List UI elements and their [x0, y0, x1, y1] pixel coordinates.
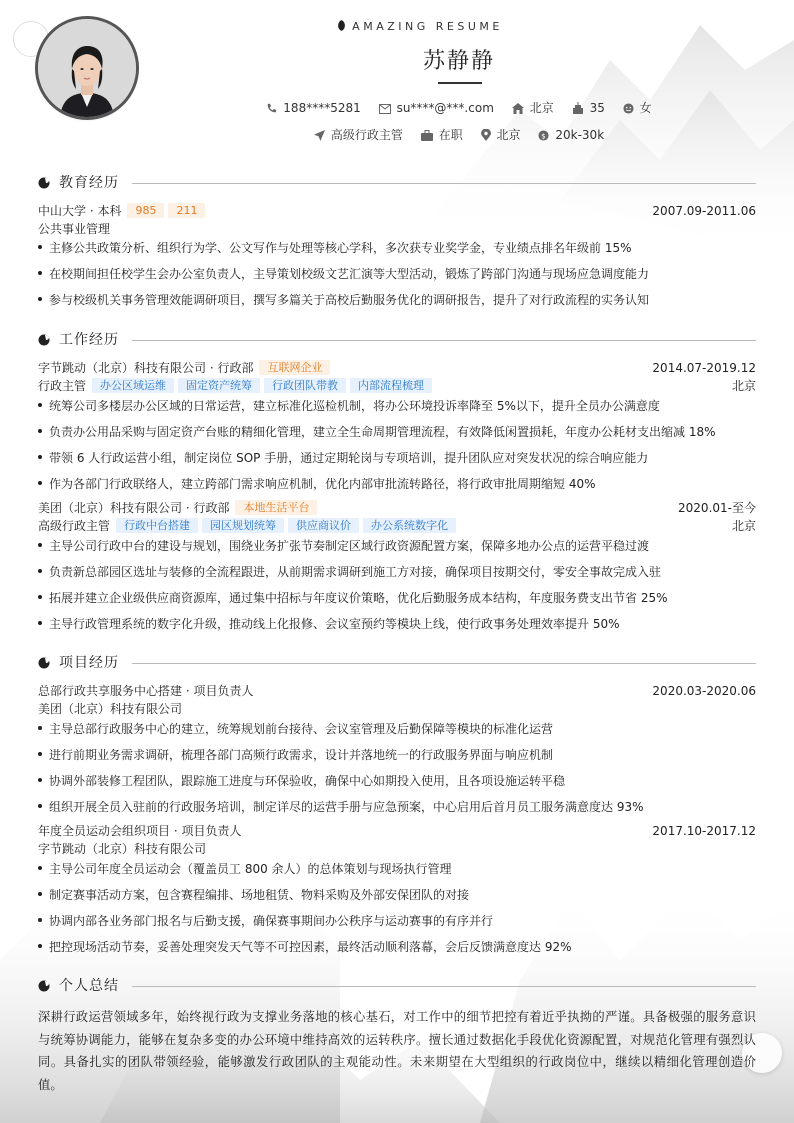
list-item: 主导公司行政中台的建设与规划，围绕业务扩张节奏制定区域行政资源配置方案，保障多地办公点的运营平稳过渡 — [38, 537, 756, 555]
name-underline — [438, 82, 482, 84]
leaf-bullet-icon — [38, 334, 50, 346]
list-item: 拓展并建立企业级供应商资源库，通过集中招标与年度议价策略，优化后勤服务成本结构，年度服务费支出节省 25% — [38, 589, 756, 607]
send-icon — [314, 130, 325, 141]
skill-tag: 行政中台搭建 — [116, 518, 198, 533]
phone-item: 188****5281 — [266, 101, 360, 115]
list-item: 在校期间担任校学生会办公室负责人，主导策划校级文艺汇演等大型活动，锻炼了跨部门沟通与现场应急调度能力 — [38, 265, 756, 283]
job-period: 2020.01-至今 — [678, 501, 756, 515]
school-name: 中山大学 · 本科 — [38, 204, 122, 218]
project-org-row — [38, 700, 756, 718]
job-location: 北京 — [731, 519, 756, 533]
job-title-row — [38, 377, 756, 395]
list-item: 带领 6 人行政运营小组，制定岗位 SOP 手册，通过定期轮岗与专项培训，提升团队应对突发状况的综合响应能力 — [38, 449, 756, 467]
leaf-bullet-icon — [38, 980, 50, 992]
skill-tag: 园区规划统筹 — [202, 518, 284, 533]
project-period: 2020.03-2020.06 — [652, 684, 756, 698]
school-tag: 985 — [127, 203, 164, 218]
list-item: 主导行政管理系统的数字化升级，推动线上化报修、会议室预约等模块上线，使行政事务处理效率提升 50% — [38, 615, 756, 633]
list-item: 负责办公用品采购与固定资产台账的精细化管理，建立全生命周期管理流程，有效降低闲置损耗，年度办公耗材支出缩减 18% — [38, 423, 756, 441]
skill-tag: 供应商议价 — [288, 518, 359, 533]
contact-row — [0, 99, 794, 116]
briefcase-icon — [421, 130, 433, 141]
project-org: 美团（北京）科技有限公司 — [38, 702, 183, 716]
position-item: 高级行政主管 — [314, 126, 403, 143]
leaf-bullet-icon — [38, 177, 50, 189]
home-icon — [512, 103, 524, 114]
list-item: 负责新总部园区选址与装修的全流程跟进，从前期需求调研到施工方对接，确保项目按期交付，零安全事故完成入驻 — [38, 563, 756, 581]
brand-tagline — [0, 20, 794, 33]
section-title: 个人总结 — [59, 978, 119, 994]
gender-item: 女 — [623, 99, 652, 116]
section-title: 教育经历 — [59, 175, 119, 191]
job-period: 2014.07-2019.12 — [652, 361, 756, 375]
company-tag: 本地生活平台 — [235, 500, 317, 515]
age-item: 35 — [572, 101, 605, 115]
candidate-name: 苏静静 — [422, 49, 495, 74]
list-item: 主导公司年度全员运动会（覆盖员工 800 余人）的总体策划与现场执行管理 — [38, 860, 756, 878]
skill-tag: 办公系统数字化 — [363, 518, 456, 533]
section-title: 工作经历 — [59, 332, 119, 348]
list-item: 进行前期业务需求调研，梳理各部门高频行政需求，设计并落地统一的行政服务界面与响应机制 — [38, 746, 756, 764]
phone-icon — [266, 103, 277, 114]
section-divider — [132, 183, 756, 184]
job-title-row — [38, 517, 756, 535]
education-period: 2007.09-2011.06 — [652, 204, 756, 218]
section-divider — [132, 986, 756, 987]
project-section-header — [38, 653, 756, 673]
list-item: 把控现场活动节奏，妥善处理突发天气等不可控因素，最终活动顺利落幕，会后反馈满意度达 92% — [38, 938, 756, 956]
list-item: 制定赛事活动方案，包含赛程编排、场地租赁、物料采购及外部安保团队的对接 — [38, 886, 756, 904]
status-item: 在职 — [421, 126, 463, 143]
summary-text: 深耕行政运营领域多年，始终视行政为支撑业务落地的核心基石，对工作中的细节把控有着近乎执拗的严谨。具备极强的服务意识与统筹协调能力，能够在复杂多变的办公环境中维持高效的运转秩序。擅长通过数据化手段优化资源配置，对规范化管理有强烈认同。具备扎实的团队带领经验，能够激发行政团队的主观能动性。未来期望在大型组织的行政岗位中，继续以精细化管理创造价值。 — [38, 1010, 756, 1092]
section-divider — [132, 663, 756, 664]
school-tag: 211 — [168, 203, 205, 218]
list-item: 主修公共政策分析、组织行为学、公文写作与处理等核心学科，多次获专业奖学金，专业绩点排名年级前 15% — [38, 239, 756, 257]
job-title: 高级行政主管 — [38, 519, 111, 533]
salary-item: $ 20k-30k — [538, 128, 604, 142]
summary-section-header — [38, 976, 756, 996]
brand-text: AMAZING RESUME — [352, 20, 503, 33]
company-tag: 互联网企业 — [259, 360, 330, 375]
list-item: 参与校级机关事务管理效能调研项目，撰写多篇关于高校后勤服务优化的调研报告，提升了对行政流程的实务认知 — [38, 291, 756, 309]
list-item: 组织开展全员入驻前的行政服务培训，制定详尽的运营手册与应急预案，中心启用后首月员工服务满意度达 93% — [38, 798, 756, 816]
email-item: su****@***.com — [379, 101, 494, 115]
list-item: 协调外部装修工程团队，跟踪施工进度与环保验收，确保中心如期投入使用，且各项设施运转平稳 — [38, 772, 756, 790]
job-title: 行政主管 — [38, 379, 87, 393]
leaf-icon — [337, 20, 346, 31]
smile-icon — [623, 103, 634, 114]
city-item: 北京 — [481, 126, 521, 143]
section-divider — [132, 340, 756, 341]
list-item: 统筹公司多楼层办公区域的日常运营，建立标准化巡检机制，将办公环境投诉率降至 5%以下，提升全员办公满意度 — [38, 397, 756, 415]
section-title: 项目经历 — [59, 655, 119, 671]
project-header-row — [38, 822, 756, 840]
skill-tag: 行政团队带教 — [264, 378, 346, 393]
company-name: 字节跳动（北京）科技有限公司 · 行政部 — [38, 361, 254, 375]
skill-tag: 内部流程梳理 — [350, 378, 432, 393]
education-header-row — [38, 202, 756, 220]
svg-text:$: $ — [541, 131, 547, 141]
company-name: 美团（北京）科技有限公司 · 行政部 — [38, 501, 230, 515]
education-section-header — [38, 173, 756, 193]
project-org: 字节跳动（北京）科技有限公司 — [38, 842, 207, 856]
cake-icon — [572, 102, 584, 114]
job-location: 北京 — [731, 379, 756, 393]
project-name: 总部行政共享服务中心搭建 · 项目负责人 — [38, 684, 254, 698]
pin-icon — [481, 129, 491, 141]
project-period: 2017.10-2017.12 — [652, 824, 756, 838]
list-item: 作为各部门行政联络人，建立跨部门需求响应机制，优化内部审批流转路径，将行政审批周期缩短 40% — [38, 475, 756, 493]
leaf-bullet-icon — [38, 657, 50, 669]
project-header-row — [38, 682, 756, 700]
job-header-row — [38, 499, 756, 517]
list-item: 主导总部行政服务中心的建立，统筹规划前台接待、会议室管理及后勤保障等模块的标准化运营 — [38, 720, 756, 738]
list-item: 协调内部各业务部门报名与后勤支援，确保赛事期间办公秩序与运动赛事的有序并行 — [38, 912, 756, 930]
project-name: 年度全员运动会组织项目 · 项目负责人 — [38, 824, 242, 838]
mail-icon — [379, 104, 391, 114]
job-intent-row — [0, 126, 794, 143]
money-icon — [538, 130, 549, 141]
major-row — [38, 220, 756, 238]
job-header-row — [38, 359, 756, 377]
skill-tag: 固定资产统筹 — [178, 378, 260, 393]
work-section-header — [38, 330, 756, 350]
skill-tag: 办公区域运维 — [92, 378, 174, 393]
major: 公共事业管理 — [38, 222, 111, 236]
project-org-row — [38, 840, 756, 858]
hometown-item: 北京 — [512, 99, 554, 116]
